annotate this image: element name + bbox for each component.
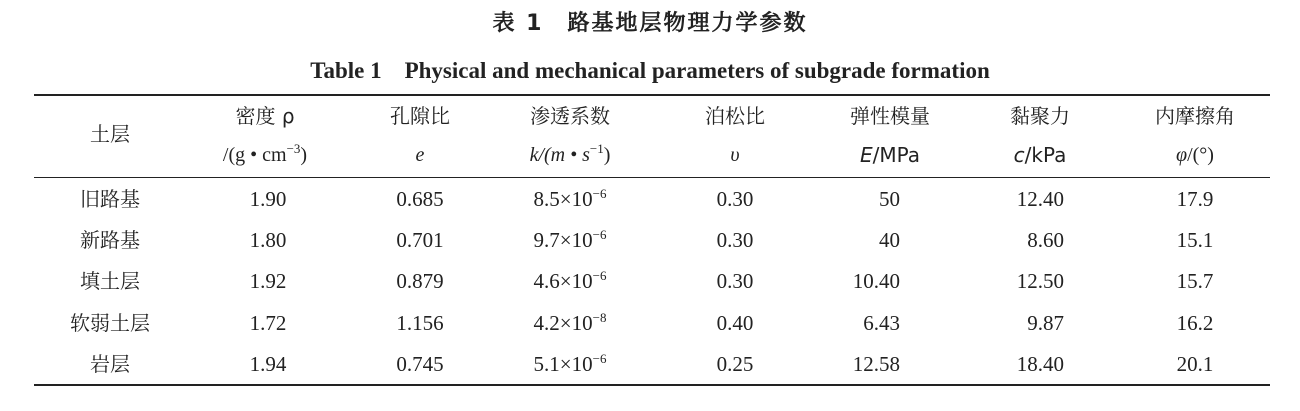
- header-cohesion-symbol: c: [1013, 143, 1025, 167]
- header-permeability-unit: [490, 143, 650, 167]
- header-density-unit: [190, 143, 340, 167]
- cell-poisson: 0.30: [716, 228, 754, 252]
- cell-density: 1.92: [249, 269, 287, 293]
- cell-friction-angle: 17.9: [1176, 187, 1214, 211]
- header-cohesion-unit: [970, 143, 1110, 167]
- header-friction-symbol: φ: [1176, 144, 1188, 166]
- cell-void-ratio: 0.685: [396, 187, 444, 211]
- cell-friction-angle: 20.1: [1176, 352, 1214, 376]
- cell-layer: 新路基: [80, 228, 140, 252]
- cell-permeability: [490, 227, 650, 253]
- table-title-english: Table 1 Physical and mechanical parameters of subgrade formation: [310, 58, 990, 83]
- header-poisson: 泊松比: [705, 104, 765, 128]
- cell-permeability-exp: −6: [592, 227, 607, 242]
- cell-permeability: [490, 268, 650, 294]
- cell-cohesion: 12.40: [1016, 187, 1064, 211]
- cell-modulus: 12.58: [852, 352, 900, 376]
- cell-cohesion: 9.87: [1027, 311, 1064, 335]
- cell-permeability-exp: −6: [592, 186, 607, 201]
- cell-poisson: 0.40: [716, 311, 754, 335]
- cell-friction-angle: 15.1: [1176, 228, 1214, 252]
- header-rule: [34, 177, 1270, 178]
- header-density-unit-text: /(g • cm: [222, 144, 287, 166]
- cell-permeability-base: 4.6×10: [533, 269, 593, 293]
- cell-modulus: 10.40: [852, 269, 900, 293]
- table-title-chinese: 表 1 路基地层物理力学参数: [492, 11, 808, 36]
- cell-permeability-exp: −6: [592, 268, 607, 283]
- cell-poisson: 0.30: [716, 187, 754, 211]
- header-friction-angle: 内摩擦角: [1155, 104, 1235, 128]
- cell-density: 1.80: [249, 228, 287, 252]
- cell-permeability-base: 4.2×10: [533, 311, 593, 335]
- cell-friction-angle: 15.7: [1176, 269, 1214, 293]
- cell-layer: 旧路基: [80, 187, 140, 211]
- cell-cohesion: 8.60: [1027, 228, 1064, 252]
- header-density-unit-exp: −3: [286, 141, 301, 156]
- header-permeability-unit-tail: ): [603, 144, 611, 166]
- cell-cohesion: 12.50: [1016, 269, 1064, 293]
- cell-void-ratio: 0.701: [396, 228, 444, 252]
- header-cohesion: 黏聚力: [1010, 104, 1070, 128]
- cell-permeability: [490, 310, 650, 336]
- header-friction-angle-unit: [1120, 143, 1270, 167]
- cell-modulus: 40: [879, 228, 900, 252]
- cell-permeability-base: 9.7×10: [533, 228, 593, 252]
- header-void-ratio: 孔隙比: [390, 104, 450, 128]
- cell-density: 1.94: [249, 352, 287, 376]
- cell-permeability-exp: −6: [592, 351, 607, 366]
- header-friction-unit-text: /(°): [1187, 144, 1214, 166]
- cell-permeability-base: 5.1×10: [533, 352, 593, 376]
- cell-permeability: [490, 186, 650, 212]
- cell-density: 1.90: [249, 187, 287, 211]
- cell-layer: 岩层: [90, 352, 130, 376]
- cell-permeability: [490, 351, 650, 377]
- bottom-rule: [34, 384, 1270, 386]
- cell-modulus: 50: [879, 187, 900, 211]
- header-modulus: 弹性模量: [850, 104, 930, 128]
- cell-layer: 填土层: [80, 269, 140, 293]
- cell-modulus: 6.43: [863, 311, 900, 335]
- cell-cohesion: 18.40: [1016, 352, 1064, 376]
- header-density-unit-tail: ): [300, 144, 308, 166]
- cell-permeability-base: 8.5×10: [533, 187, 593, 211]
- cell-density: 1.72: [249, 311, 287, 335]
- top-rule: [34, 94, 1270, 96]
- header-poisson-symbol: υ: [730, 144, 740, 166]
- header-layer: 土层: [90, 122, 130, 146]
- header-permeability-unit-text: k/(m • s: [529, 144, 590, 166]
- cell-friction-angle: 16.2: [1176, 311, 1214, 335]
- cell-poisson: 0.25: [716, 352, 754, 376]
- header-modulus-unit-text: /MPa: [872, 143, 921, 167]
- header-modulus-unit: [820, 143, 960, 167]
- header-modulus-symbol: E: [859, 143, 873, 167]
- cell-poisson: 0.30: [716, 269, 754, 293]
- header-permeability: 渗透系数: [530, 104, 610, 128]
- cell-void-ratio: 0.745: [396, 352, 444, 376]
- cell-void-ratio: 1.156: [396, 311, 444, 335]
- header-void-ratio-symbol: e: [415, 144, 425, 166]
- header-density: 密度 ρ: [235, 104, 295, 128]
- cell-layer: 软弱土层: [70, 311, 150, 335]
- header-permeability-unit-exp: −1: [589, 141, 604, 156]
- cell-void-ratio: 0.879: [396, 269, 444, 293]
- header-cohesion-unit-text: /kPa: [1024, 143, 1067, 167]
- cell-permeability-exp: −8: [592, 310, 607, 325]
